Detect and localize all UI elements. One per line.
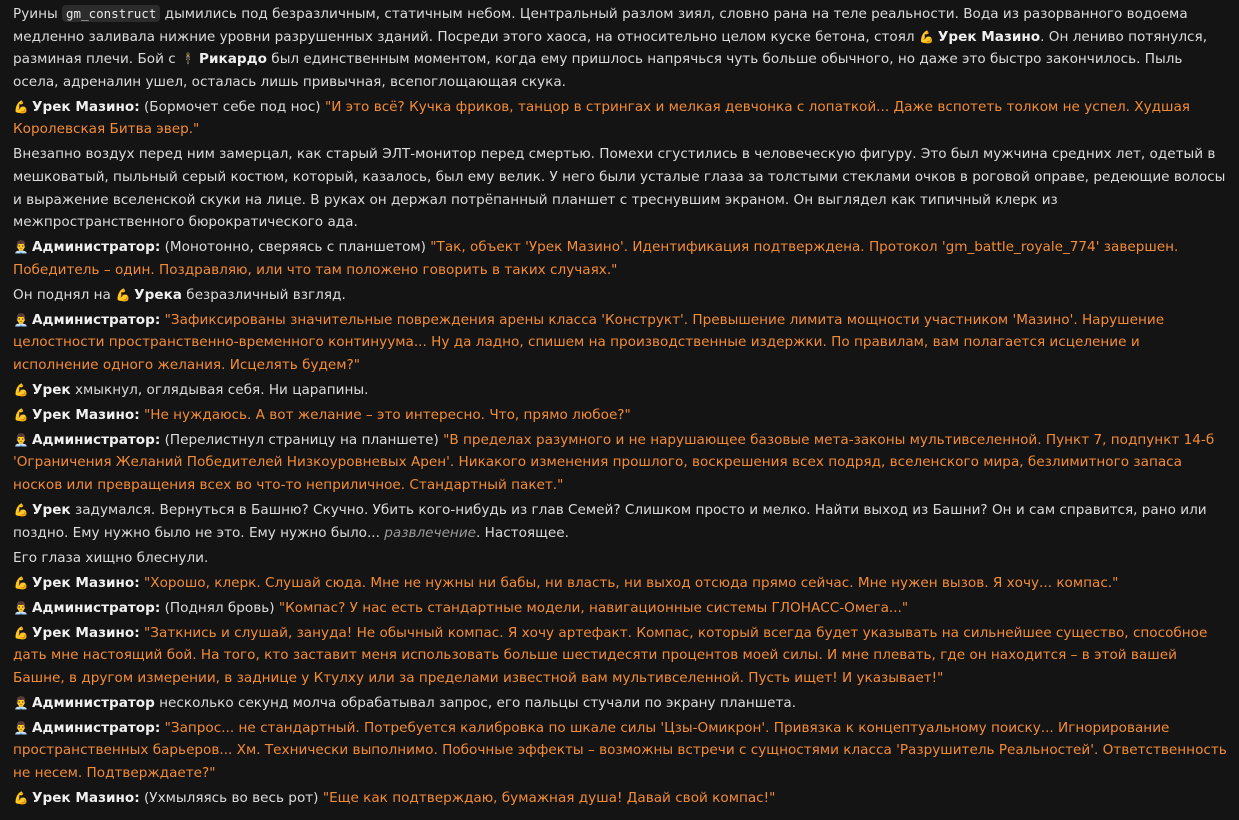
story-paragraph bbox=[13, 717, 1227, 785]
story-paragraph bbox=[13, 597, 1227, 620]
narration-text: . Он лениво потянулся, разминая плечи. Бой с bbox=[13, 28, 1208, 68]
narration-text: был единственным моментом, когда ему пришлось напрячься чуть больше обычного, но даже это быстро закончилось. Пыль осела, адреналин ушел, осталась лишь привычная, всепоглощающая скука. bbox=[13, 51, 1183, 90]
inline-code: gm_construct bbox=[62, 5, 160, 22]
story-paragraph bbox=[13, 547, 1227, 570]
flexed-biceps-icon: 💪 bbox=[919, 29, 935, 44]
character-name: Урек Мазино bbox=[937, 28, 1041, 45]
dialogue-quote: "Еще как подтверждаю, бумажная душа! Давай свой компас!" bbox=[322, 789, 776, 806]
story-paragraph bbox=[13, 404, 1227, 427]
dialogue-quote: "И это всё? Кучка фриков, танцор в стрингах и мелкая девчонка с лопаткой... Даже вспотеть толком не успел. Худшая Королевская Битва эвер." bbox=[13, 98, 1190, 138]
story-paragraph bbox=[13, 236, 1227, 281]
narration-text: Он поднял на bbox=[13, 286, 116, 303]
character-name: Урек Мазино: bbox=[32, 789, 140, 806]
office-worker-icon: 👨‍💼 bbox=[13, 240, 29, 255]
story-paragraph bbox=[13, 499, 1227, 544]
office-worker-icon: 👨‍💼 bbox=[13, 720, 29, 735]
narration-text: . Настоящее. bbox=[476, 524, 569, 541]
narration-text: Его глаза хищно блеснули. bbox=[13, 549, 209, 566]
dialogue-quote: "Так, объект 'Урек Мазино'. Идентификация подтверждена. Протокол 'gm_battle_royale_774' завершен. Победитель – один. Поздравляю, или что там положено говорить в таких случаях." bbox=[13, 239, 1179, 278]
office-worker-icon: 👨‍💼 bbox=[13, 695, 29, 710]
story-paragraph bbox=[13, 692, 1227, 715]
story-paragraph bbox=[13, 787, 1227, 810]
character-name: Урек Мазино: bbox=[32, 98, 140, 115]
flexed-biceps-icon: 💪 bbox=[13, 790, 29, 805]
character-name: Рикардо bbox=[199, 51, 267, 68]
narration-text: задумался. Вернуться в Башню? Скучно. Убить кого-нибудь из глав Семей? Слишком просто и мелко. Найти выход из Башни? Он и сам справится, рано или поздно. Ему нужно было не это. Ему нужно было... bbox=[13, 501, 1207, 541]
character-name: Администратор bbox=[32, 694, 155, 711]
story-paragraph bbox=[13, 309, 1227, 377]
dialogue-quote: "В пределах разумного и не нарушающее базовые мета-законы мультивселенной. Пункт 7, подпункт 14-б 'Ограничения Желаний Победителей Низкоуровневых Арен'. Никакого изменения прошлого, воскрешения всех подряд, вселенского мира, безлимитного запаса носков или превращения всех во что-то неприличное. Стандартный пакет." bbox=[13, 431, 1215, 493]
character-name: Администратор: bbox=[32, 719, 161, 736]
character-name: Урек Мазино: bbox=[32, 406, 140, 423]
dialogue-quote: "Компас? У нас есть стандартные модели, навигационные системы ГЛОНАСС-Омега..." bbox=[278, 599, 909, 616]
flexed-biceps-icon: 💪 bbox=[13, 575, 29, 590]
narration-text: (Монотонно, сверяясь с планшетом) bbox=[160, 239, 431, 256]
dialogue-quote: "Зафиксированы значительные повреждения арены класса 'Конструкт'. Превышение лимита мощности участником 'Мазино'. Нарушение целостности пространственно-временного континуума... Ну да ладно, спишем на производственные издержки. По правилам, вам полагается исцеление и исполнение одного желания. Исцелять будем?" bbox=[13, 311, 1165, 373]
character-name: Урек Мазино: bbox=[32, 624, 140, 641]
flexed-biceps-icon: 💪 bbox=[13, 382, 29, 397]
office-worker-icon: 👨‍💼 bbox=[13, 312, 29, 327]
character-name: Администратор: bbox=[32, 311, 161, 328]
narration-text: дымились под безразличным, статичным небом. Центральный разлом зиял, словно рана на теле реальности. Вода из разорванного водоема медленно заливала нижние уровни разрушенных зданий. Посреди этого хаоса, на относительно целом куске бетона, стоял bbox=[13, 6, 1188, 45]
character-name: Урек bbox=[32, 501, 71, 518]
story-paragraph bbox=[13, 622, 1227, 690]
narration-text: несколько секунд молча обрабатывал запрос, его пальцы стучали по экрану планшета. bbox=[154, 694, 797, 711]
character-name: Урек bbox=[32, 381, 71, 398]
flexed-biceps-icon: 💪 bbox=[13, 502, 29, 517]
story-paragraph bbox=[13, 96, 1227, 141]
character-name: Администратор: bbox=[32, 599, 161, 616]
flexed-biceps-icon: 💪 bbox=[13, 407, 29, 422]
dialogue-quote: "Запрос... не стандартный. Потребуется калибровка по шкале силы 'Цзы-Омикрон'. Привязка к концептуальному поиску... Игнорирование пространственных барьеров... Хм. Технически выполнимо. Побочные эффекты – возможны встречи с сущностями класса 'Разрушитель Реальностей'. Ответственность не несем. Подтверждаете?" bbox=[13, 719, 1227, 781]
story-paragraph bbox=[13, 379, 1227, 402]
story-paragraph bbox=[13, 572, 1227, 595]
flexed-biceps-icon: 💪 bbox=[13, 625, 29, 640]
narration-text: Руины bbox=[13, 6, 63, 22]
narration-text: (Бормочет себе под нос) bbox=[139, 98, 325, 115]
character-name: Администратор: bbox=[32, 431, 161, 448]
narration-text: (Перелистнул страницу на планшете) bbox=[160, 431, 444, 448]
office-worker-icon: 👨‍💼 bbox=[13, 600, 29, 615]
man-in-suit-icon: 🕴 bbox=[180, 52, 196, 67]
narration-text: хмыкнул, оглядывая себя. Ни царапины. bbox=[70, 381, 369, 398]
character-name: Урек Мазино: bbox=[32, 574, 140, 591]
dialogue-quote: "Хорошо, клерк. Слушай сюда. Мне не нужны ни бабы, ни власть, ни выход отсюда прямо сейчас. Мне нужен вызов. Я хочу... компас." bbox=[144, 574, 1119, 591]
character-name: Администратор: bbox=[32, 239, 161, 256]
character-name: Урека bbox=[134, 286, 182, 303]
story-paragraph bbox=[13, 429, 1227, 497]
narration-text: (Поднял бровь) bbox=[160, 599, 279, 616]
story-paragraph bbox=[13, 284, 1227, 307]
dialogue-quote: "Не нуждаюсь. А вот желание – это интересно. Что, прямо любое?" bbox=[144, 406, 631, 423]
narration-text: Внезапно воздух перед ним замерцал, как старый ЭЛТ-монитор перед смертью. Помехи сгустились в человеческую фигуру. Это был мужчина средних лет, одетый в мешковатый, пыльный серый костюм, который, казалось, был ему велик. У него были усталые глаза за толстыми стеклами очков в роговой оправе, редеющие волосы и выражение вселенской скуки на лице. В руках он держал потрёпанный планшет с треснувшим экраном. Он выглядел как типичный клерк из межпространственного бюрократического ада. bbox=[13, 146, 1226, 231]
story-paragraph bbox=[13, 3, 1227, 93]
narration-text: безразличный взгляд. bbox=[181, 286, 346, 303]
office-worker-icon: 👨‍💼 bbox=[13, 432, 29, 447]
flexed-biceps-icon: 💪 bbox=[13, 99, 29, 114]
story-paragraph bbox=[13, 143, 1227, 233]
emphasis-text: развлечение bbox=[384, 524, 477, 541]
dialogue-quote: "Заткнись и слушай, зануда! Не обычный компас. Я хочу артефакт. Компас, который всегда будет указывать на сильнейшее существо, способное дать мне настоящий бой. На того, кто заставит меня использовать больше шестидесяти процентов моей силы. И мне плевать, где он находится – в этой вашей Башне, в другом измерении, в заднице у Ктулху или за пределами известной вам мультивселенной. Пусть ищет! И указывает!" bbox=[13, 624, 1208, 686]
flexed-biceps-icon: 💪 bbox=[115, 287, 131, 302]
narration-text: (Ухмыляясь во весь рот) bbox=[139, 789, 323, 806]
